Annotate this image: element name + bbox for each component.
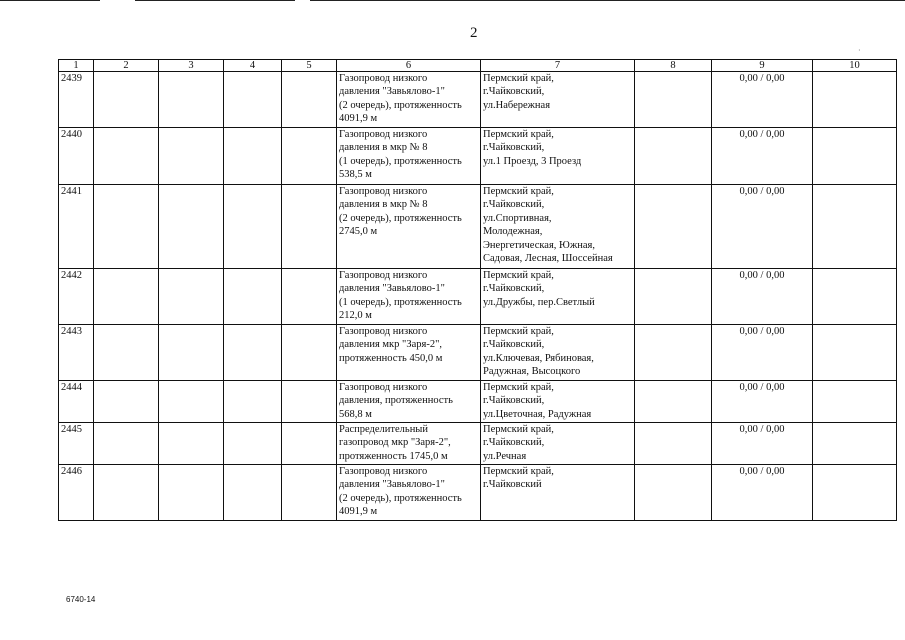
page-number: 2 <box>470 25 478 41</box>
object-name-line: Газопровод низкого <box>339 466 428 477</box>
empty-cell <box>635 269 712 325</box>
object-name-line: газопровод мкр "Заря-2", <box>339 437 451 449</box>
empty-cell <box>813 72 897 128</box>
empty-cell <box>159 269 224 325</box>
row-number: 2444 <box>59 381 94 423</box>
empty-cell <box>224 381 282 423</box>
empty-cell <box>813 185 897 269</box>
value-cell: 0,00 / 0,00 <box>712 185 813 269</box>
value-cell: 0,00 / 0,00 <box>712 128 813 185</box>
empty-cell <box>159 325 224 381</box>
empty-cell <box>813 423 897 465</box>
column-header: 7 <box>481 60 635 72</box>
object-address-line: ул.Набережная <box>483 99 551 111</box>
object-name-line: Газопровод низкого <box>339 129 428 140</box>
empty-cell <box>94 381 159 423</box>
object-name-line: 568,8 м <box>339 408 372 420</box>
column-header: 10 <box>813 60 897 72</box>
object-address-line: Пермский край, <box>483 466 554 477</box>
table-row <box>59 128 897 185</box>
object-name-line: давления, протяженность <box>339 395 453 407</box>
value-cell: 0,00 / 0,00 <box>712 269 813 325</box>
column-header: 9 <box>712 60 813 72</box>
object-name-line: (1 очередь), протяженность <box>339 296 462 308</box>
empty-cell <box>813 325 897 381</box>
object-name-line: Газопровод низкого <box>339 382 428 393</box>
empty-cell <box>635 185 712 269</box>
object-name-cell <box>337 325 481 381</box>
object-name-line: Распределительный <box>339 424 428 435</box>
object-name-line: (2 очередь), протяженность <box>339 492 462 504</box>
object-name-line: Газопровод низкого <box>339 326 428 337</box>
empty-cell <box>224 325 282 381</box>
object-address-line: ул.Речная <box>483 450 527 462</box>
object-address-line: Садовая, Лесная, Шоссейная <box>483 253 613 265</box>
object-address-line: Пермский край, <box>483 73 554 84</box>
object-name-line: (2 очередь), протяженность <box>339 212 462 224</box>
object-address-line: Пермский край, <box>483 270 554 281</box>
empty-cell <box>224 423 282 465</box>
value-cell: 0,00 / 0,00 <box>712 72 813 128</box>
empty-cell <box>282 465 337 521</box>
empty-cell <box>94 269 159 325</box>
empty-cell <box>224 128 282 185</box>
object-address-cell <box>481 185 635 269</box>
row-number: 2442 <box>59 269 94 325</box>
object-name-line: 212,0 м <box>339 310 372 322</box>
object-address-cell <box>481 465 635 521</box>
object-name-cell <box>337 423 481 465</box>
empty-cell <box>635 465 712 521</box>
object-address-line: Пермский край, <box>483 382 554 393</box>
empty-cell <box>159 381 224 423</box>
object-address-line: г.Чайковский, <box>483 86 545 98</box>
object-name-cell <box>337 128 481 185</box>
object-address-line: г.Чайковский, <box>483 199 545 211</box>
object-address-cell <box>481 128 635 185</box>
empty-cell <box>224 185 282 269</box>
object-address-line: Пермский край, <box>483 129 554 140</box>
value-cell: 0,00 / 0,00 <box>712 465 813 521</box>
empty-cell <box>282 185 337 269</box>
empty-cell <box>159 185 224 269</box>
scan-edge-line <box>135 0 295 1</box>
object-name-line: (2 очередь), протяженность <box>339 99 462 111</box>
empty-cell <box>635 381 712 423</box>
object-address-cell <box>481 325 635 381</box>
empty-cell <box>813 381 897 423</box>
object-address-cell <box>481 269 635 325</box>
row-number: 2443 <box>59 325 94 381</box>
object-name-cell <box>337 72 481 128</box>
empty-cell <box>224 269 282 325</box>
object-name-line: протяженность 1745,0 м <box>339 450 448 462</box>
object-address-line: г.Чайковский, <box>483 339 545 351</box>
column-header: 3 <box>159 60 224 72</box>
table-row <box>59 269 897 325</box>
empty-cell <box>635 72 712 128</box>
corner-mark: · <box>858 46 861 55</box>
column-header: 6 <box>337 60 481 72</box>
object-name-line: 4091,9 м <box>339 113 378 125</box>
empty-cell <box>282 128 337 185</box>
object-address-line: ул.Спортивная, <box>483 212 552 224</box>
object-address-line: Энергетическая, Южная, <box>483 239 595 251</box>
object-name-line: 2745,0 м <box>339 226 378 238</box>
empty-cell <box>813 269 897 325</box>
object-address-line: ул.Дружбы, пер.Светлый <box>483 296 595 308</box>
empty-cell <box>94 128 159 185</box>
object-name-cell <box>337 381 481 423</box>
table-row <box>59 72 897 128</box>
empty-cell <box>224 465 282 521</box>
empty-cell <box>159 128 224 185</box>
row-number: 2439 <box>59 72 94 128</box>
object-address-line: Пермский край, <box>483 186 554 197</box>
empty-cell <box>159 423 224 465</box>
value-cell: 0,00 / 0,00 <box>712 325 813 381</box>
object-address-cell <box>481 423 635 465</box>
object-address-line: Пермский край, <box>483 424 554 435</box>
empty-cell <box>282 72 337 128</box>
row-number: 2440 <box>59 128 94 185</box>
row-number: 2441 <box>59 185 94 269</box>
scan-edge-line <box>0 0 100 1</box>
object-address-cell <box>481 381 635 423</box>
document-code: 6740-14 <box>66 595 96 604</box>
object-address-line: Пермский край, <box>483 326 554 337</box>
empty-cell <box>282 381 337 423</box>
object-name-cell <box>337 269 481 325</box>
object-address-line: ул.1 Проезд, 3 Проезд <box>483 155 582 167</box>
object-name-line: давления "Завьялово-1" <box>339 86 445 98</box>
object-name-line: протяженность 450,0 м <box>339 352 443 364</box>
empty-cell <box>282 325 337 381</box>
empty-cell <box>282 269 337 325</box>
table-row <box>59 465 897 521</box>
registry-table <box>58 59 897 521</box>
column-header: 4 <box>224 60 282 72</box>
table-row <box>59 185 897 269</box>
object-name-line: давления в мкр № 8 <box>339 199 428 211</box>
empty-cell <box>159 465 224 521</box>
table-body <box>59 72 897 521</box>
object-address-line: Молодежная, <box>483 226 543 238</box>
table-row <box>59 325 897 381</box>
object-name-line: (1 очередь), протяженность <box>339 155 462 167</box>
object-name-cell <box>337 465 481 521</box>
object-address-line: г.Чайковский, <box>483 395 545 407</box>
object-address-line: ул.Ключевая, Рябиновая, <box>483 352 594 364</box>
object-address-line: г.Чайковский, <box>483 437 545 449</box>
empty-cell <box>224 72 282 128</box>
value-cell: 0,00 / 0,00 <box>712 381 813 423</box>
empty-cell <box>94 423 159 465</box>
object-name-line: Газопровод низкого <box>339 186 428 197</box>
empty-cell <box>635 325 712 381</box>
empty-cell <box>813 465 897 521</box>
empty-cell <box>635 128 712 185</box>
object-address-line: г.Чайковский <box>483 479 542 491</box>
empty-cell <box>94 325 159 381</box>
object-name-line: 4091,9 м <box>339 506 378 518</box>
empty-cell <box>94 465 159 521</box>
row-number: 2445 <box>59 423 94 465</box>
object-address-line: Радужная, Высоцкого <box>483 366 581 378</box>
table-row <box>59 381 897 423</box>
column-header: 2 <box>94 60 159 72</box>
object-name-line: давления "Завьялово-1" <box>339 283 445 295</box>
header-row <box>59 60 897 72</box>
empty-cell <box>159 72 224 128</box>
object-name-line: 538,5 м <box>339 169 372 181</box>
scan-edge-line <box>310 0 905 1</box>
object-name-cell <box>337 185 481 269</box>
object-name-line: давления в мкр № 8 <box>339 142 428 154</box>
empty-cell <box>94 72 159 128</box>
object-name-line: давления мкр "Заря-2", <box>339 339 442 351</box>
object-name-line: Газопровод низкого <box>339 73 428 84</box>
row-number: 2446 <box>59 465 94 521</box>
object-address-line: ул.Цветочная, Радужная <box>483 408 592 420</box>
object-address-line: г.Чайковский, <box>483 283 545 295</box>
object-address-line: г.Чайковский, <box>483 142 545 154</box>
column-header: 8 <box>635 60 712 72</box>
empty-cell <box>94 185 159 269</box>
empty-cell <box>813 128 897 185</box>
object-address-cell <box>481 72 635 128</box>
empty-cell <box>635 423 712 465</box>
object-name-line: Газопровод низкого <box>339 270 428 281</box>
table-row <box>59 423 897 465</box>
value-cell: 0,00 / 0,00 <box>712 423 813 465</box>
column-header: 5 <box>282 60 337 72</box>
object-name-line: давления "Завьялово-1" <box>339 479 445 491</box>
empty-cell <box>282 423 337 465</box>
column-header: 1 <box>59 60 94 72</box>
